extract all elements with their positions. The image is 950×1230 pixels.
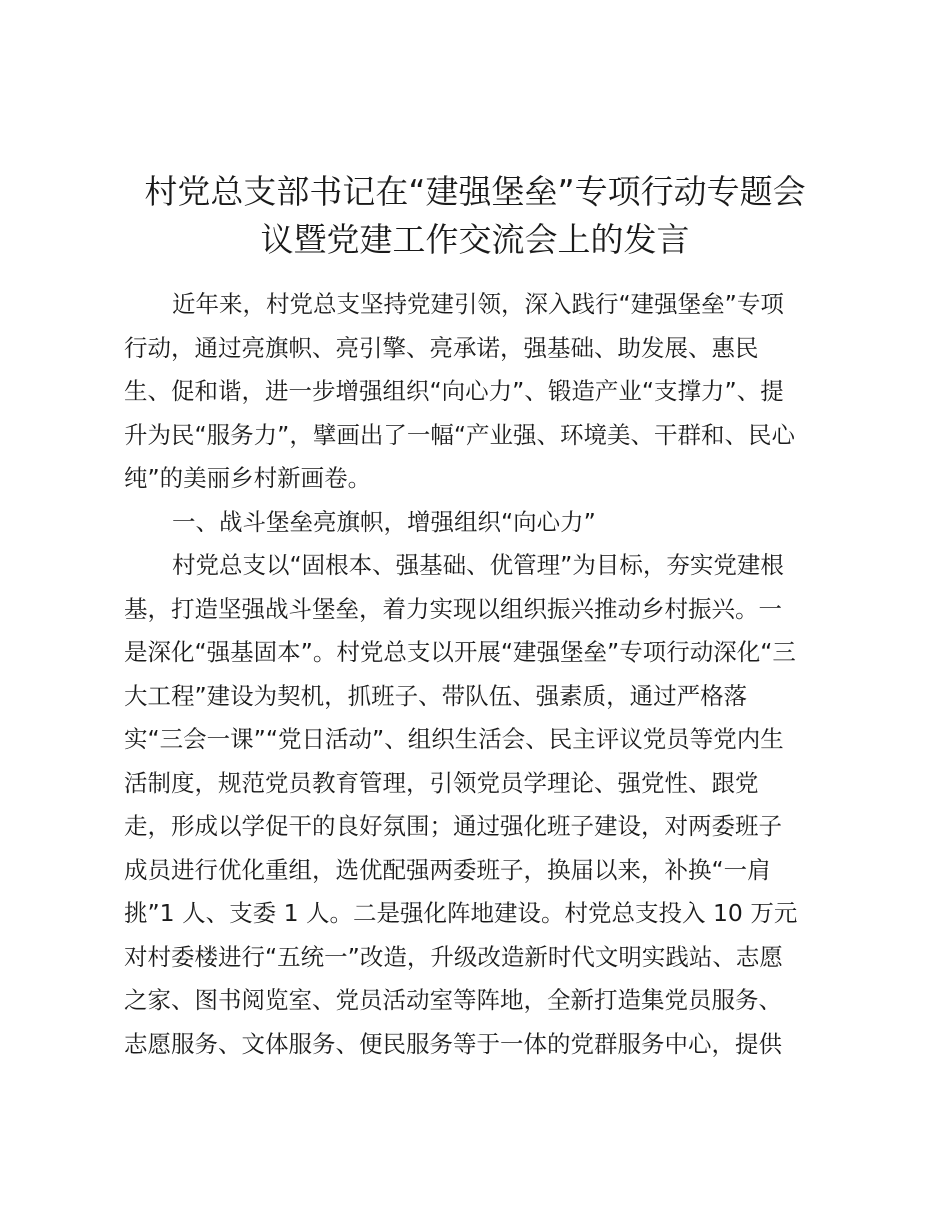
document-title [110, 168, 840, 264]
paragraph-line: 之家、图书阅览室、党员活动室等阵地，全新打造集党员服务、 [124, 986, 782, 1014]
paragraph-line: 活制度，规范党员教育管理，引领党员学理论、强党性、跟党 [124, 768, 759, 797]
paragraph-line: 是深化“强基固本”。村党总支以开展“建强堡垒”专项行动深化“三 [124, 638, 796, 666]
paragraph-line: 基，打造坚强战斗堡垒，着力实现以组织振兴推动乡村振兴。一 [124, 594, 782, 623]
paragraph-line: 成员进行优化重组，选优配强两委班子，换届以来，补换“一肩 [124, 855, 771, 884]
title-line: 村党总支部书记在“建强堡垒”专项行动专题会 [144, 172, 806, 211]
section-heading-text: 一、战斗堡垒亮旗帜，增强组织“向心力” [172, 508, 596, 536]
paragraph-line: 实“三会一课”“党日活动”、组织生活会、民主评议党员等党内生 [124, 725, 784, 753]
paragraph-line: 志愿服务、文体服务、便民服务等于一体的党群服务中心，提供 [124, 1029, 782, 1058]
intro-paragraph [124, 283, 836, 501]
paragraph-line: 生、促和谐，进一步增强组织“向心力”、锻造产业“支撑力”、提 [124, 377, 784, 405]
section-heading [124, 501, 836, 545]
paragraph-line: 近年来，村党总支坚持党建引领，深入践行“建强堡垒”专项 [172, 290, 784, 318]
paragraph-line: 大工程”建设为契机，抓班子、带队伍、强素质，通过严格落 [124, 681, 748, 710]
paragraph-line: 村党总支以“固根本、强基础、优管理”为目标，夯实党建根 [172, 551, 784, 579]
paragraph-line: 纯”的美丽乡村新画卷。 [124, 464, 372, 492]
title-line: 议暨党建工作交流会上的发言 [260, 220, 690, 259]
paragraph-line: 行动，通过亮旗帜、亮引擎、亮承诺，强基础、助发展、惠民 [124, 333, 759, 362]
paragraph-line: 升为民“服务力”，擘画出了一幅“产业强、环境美、干群和、民心 [124, 420, 796, 449]
paragraph-line: 走，形成以学促干的良好氛围；通过强化班子建设，对两委班子 [124, 812, 782, 840]
section-paragraph [124, 544, 836, 1066]
paragraph-line: 挑”1 人、支委 1 人。二是强化阵地建设。村党总支投入 10 万元 [124, 899, 798, 927]
paragraph-line: 对村委楼进行“五统一”改造，升级改造新时代文明实践站、志愿 [124, 942, 783, 971]
